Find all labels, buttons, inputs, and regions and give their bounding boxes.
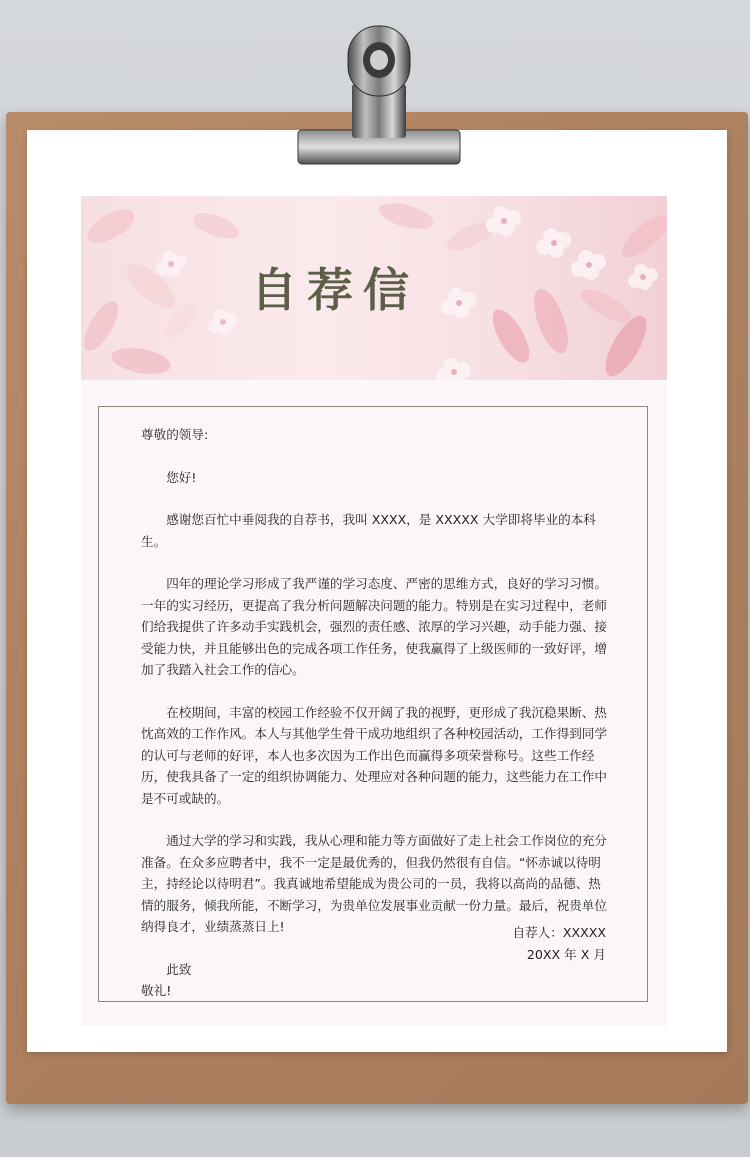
date: 20XX 年 X 月 xyxy=(526,946,606,962)
signature-block xyxy=(440,922,606,965)
header-banner xyxy=(81,196,667,380)
binder-clip-icon xyxy=(296,22,462,172)
closing-line-1: 此致 xyxy=(166,961,192,977)
signature: 自荐人：XXXXX xyxy=(512,925,606,940)
closing-line-2: 敬礼! xyxy=(141,983,172,998)
page-title: 自荐信 xyxy=(251,263,419,317)
paragraph: 通过大学的学习和实践，我从心理和能力等方面做好了走上社会工作岗位的充分准备。在众多应聘者中，我不一定是最优秀的，但我仍然很有自信。“怀赤诚以待明主，持经论以待明君”。我真诚地希望能成为贵公司的一员，我将以高尚的品德、热情的服务，倾我所能，不断学习，为贵单位发展事业贡献一份力量。最后，祝贵单位纳得良才，业绩蒸蒸日上! xyxy=(141,833,607,934)
letter-body xyxy=(141,424,608,1002)
greeting: 您好! xyxy=(166,469,197,485)
paragraph: 感谢您百忙中垂阅我的自荐书，我叫 XXXX，是 XXXXX 大学即将毕业的本科生。 xyxy=(141,512,596,549)
salutation: 尊敬的领导: xyxy=(141,427,209,442)
paragraph: 四年的理论学习形成了我严谨的学习态度、严密的思维方式，良好的学习习惯。一年的实习经历，更提高了我分析问题解决问题的能力。特别是在实习过程中，老师们给我提供了许多动手实践机会，强烈的责任感、浓厚的学习兴趣，动手能力强、接受能力快，并且能够出色的完成各项工作任务，使我赢得了上级医师的一致好评，增加了我踏入社会工作的信心。 xyxy=(141,576,607,677)
paragraph: 在校期间，丰富的校园工作经验不仅开阔了我的视野，更形成了我沉稳果断、热忱高效的工作作风。本人与其他学生骨干成功地组织了各种校园活动，工作得到同学的认可与老师的好评，本人也多次因为工作出色而赢得多项荣誉称号。这些工作经历，使我具备了一定的组织协调能力、处理应对各种问题的能力，这些能力在工作中是不可或缺的。 xyxy=(141,704,607,806)
